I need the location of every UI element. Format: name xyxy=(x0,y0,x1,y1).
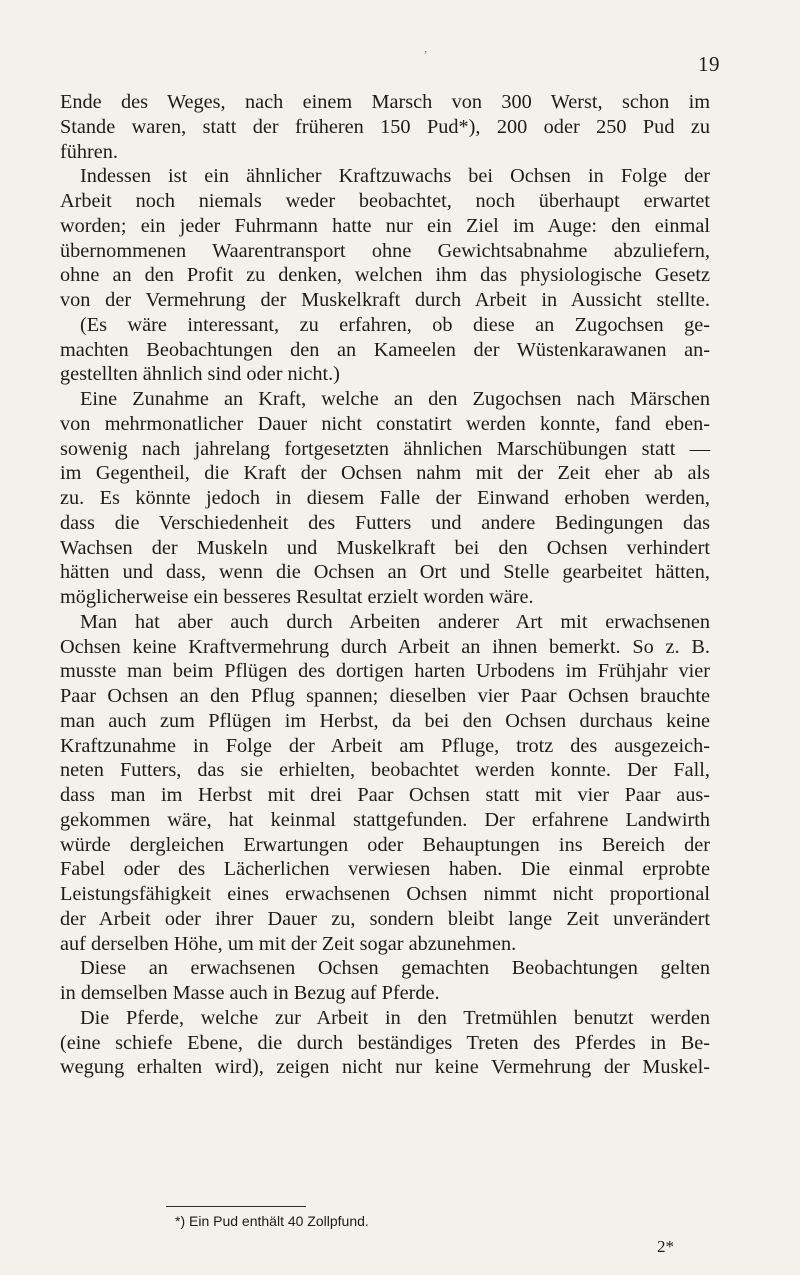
text-line: Leistungsfähigkeit eines erwachsenen Ochsen nimmt nicht proportional xyxy=(60,883,710,905)
text-line: Indessen ist ein ähnlicher Kraftzuwachs bei Ochsen in Folge der xyxy=(80,165,710,188)
text-line: gekommen wäre, hat keinmal stattgefunden. Der erfahrene Landwirth xyxy=(60,808,710,831)
text-line: von mehrmonatlicher Dauer nicht constatirt werden konnte, fand eben- xyxy=(60,412,710,435)
text-line: auf derselben Höhe, um mit der Zeit sogar abzunehmen. xyxy=(60,932,517,955)
text-line: von der Vermehrung der Muskelkraft durch Arbeit in Aussicht stellte. xyxy=(60,289,710,311)
text-line: Man hat aber auch durch Arbeiten anderer Art mit erwachsenen xyxy=(80,610,710,633)
signature-mark: 2* xyxy=(657,1237,674,1256)
text-line: zu. Es könnte jedoch in diesem Falle der Einwand erhoben werden, xyxy=(60,487,710,509)
text-line: Eine Zunahme an Kraft, welche an den Zugochsen nach Märschen xyxy=(80,388,710,410)
footnote: *) Ein Pud enthält 40 Zollpfund. xyxy=(175,1213,369,1229)
footnote-divider xyxy=(166,1206,306,1207)
text-line: Fabel oder des Lächerlichen verwiesen haben. Die einmal erprobte xyxy=(60,858,710,881)
text-line: Arbeit noch niemals weder beobachtet, noch überhaupt erwartet xyxy=(60,190,710,212)
text-line: Diese an erwachsenen Ochsen gemachten Beobachtungen gelten xyxy=(80,957,710,980)
page-number: 19 xyxy=(698,52,720,76)
text-line: dass man im Herbst mit drei Paar Ochsen statt mit vier Paar aus- xyxy=(60,784,710,806)
text-line: wegung erhalten wird), zeigen nicht nur keine Vermehrung der Muskel- xyxy=(60,1056,710,1079)
text-line: im Gegentheil, die Kraft der Ochsen nahm mit der Zeit eher ab als xyxy=(60,462,710,485)
text-line: Ende des Weges, nach einem Marsch von 300 Werst, schon im xyxy=(60,91,710,113)
text-line: ohne an den Profit zu denken, welchen ihm das physiologische Gesetz xyxy=(60,264,710,287)
text-line: musste man beim Pflügen des dortigen harten Urbodens im Frühjahr vier xyxy=(60,660,710,683)
text-line: führen. xyxy=(60,140,119,163)
text-line: man auch zum Pflügen im Herbst, da bei den Ochsen durchaus keine xyxy=(60,709,710,732)
text-line: Paar Ochsen an den Pflug spannen; dieselben vier Paar Ochsen brauchte xyxy=(60,685,710,707)
text-line: dass die Verschiedenheit des Futters und andere Bedingungen das xyxy=(60,511,710,534)
stray-mark: ‚ xyxy=(424,44,428,55)
text-line: Kraftzunahme in Folge der Arbeit am Pfluge, trotz des ausgezeich- xyxy=(60,734,710,757)
text-line: neten Futters, das sie erhielten, beobachtet werden konnte. Der Fall, xyxy=(60,759,710,782)
text-line: (eine schiefe Ebene, die durch beständiges Treten des Pferdes in Be- xyxy=(60,1031,710,1054)
text-line: hätten und dass, wenn die Ochsen an Ort und Stelle gearbeitet hätten, xyxy=(60,561,710,584)
text-line: Stande waren, statt der früheren 150 Pud*), 200 oder 250 Pud zu xyxy=(60,115,710,138)
body-text xyxy=(60,90,710,1080)
text-line: würde dergleichen Erwartungen oder Behauptungen ins Bereich der xyxy=(60,833,710,856)
text-line: machten Beobachtungen den an Kameelen der Wüstenkarawanen an- xyxy=(60,338,710,361)
text-line: möglicherweise ein besseres Resultat erzielt worden wäre. xyxy=(60,586,534,608)
text-line: Die Pferde, welche zur Arbeit in den Tretmühlen benutzt werden xyxy=(80,1006,710,1029)
text-line: gestellten ähnlich sind oder nicht.) xyxy=(60,363,340,386)
text-line: worden; ein jeder Fuhrmann hatte nur ein Ziel im Auge: den einmal xyxy=(60,214,710,237)
text-line: (Es wäre interessant, zu erfahren, ob diese an Zugochsen ge- xyxy=(80,313,710,336)
text-line: Ochsen keine Kraftvermehrung durch Arbeit an ihnen bemerkt. So z. B. xyxy=(60,635,710,658)
text-line: übernommenen Waarentransport ohne Gewichtsabnahme abzuliefern, xyxy=(60,239,710,262)
text-line: Wachsen der Muskeln und Muskelkraft bei den Ochsen verhindert xyxy=(60,536,710,559)
text-line: in demselben Masse auch in Bezug auf Pferde. xyxy=(60,982,440,1004)
text-line: der Arbeit oder ihrer Dauer zu, sondern bleibt lange Zeit unverändert xyxy=(60,907,710,930)
text-line: sowenig nach jahrelang fortgesetzten ähnlichen Marschübungen statt — xyxy=(60,437,710,460)
